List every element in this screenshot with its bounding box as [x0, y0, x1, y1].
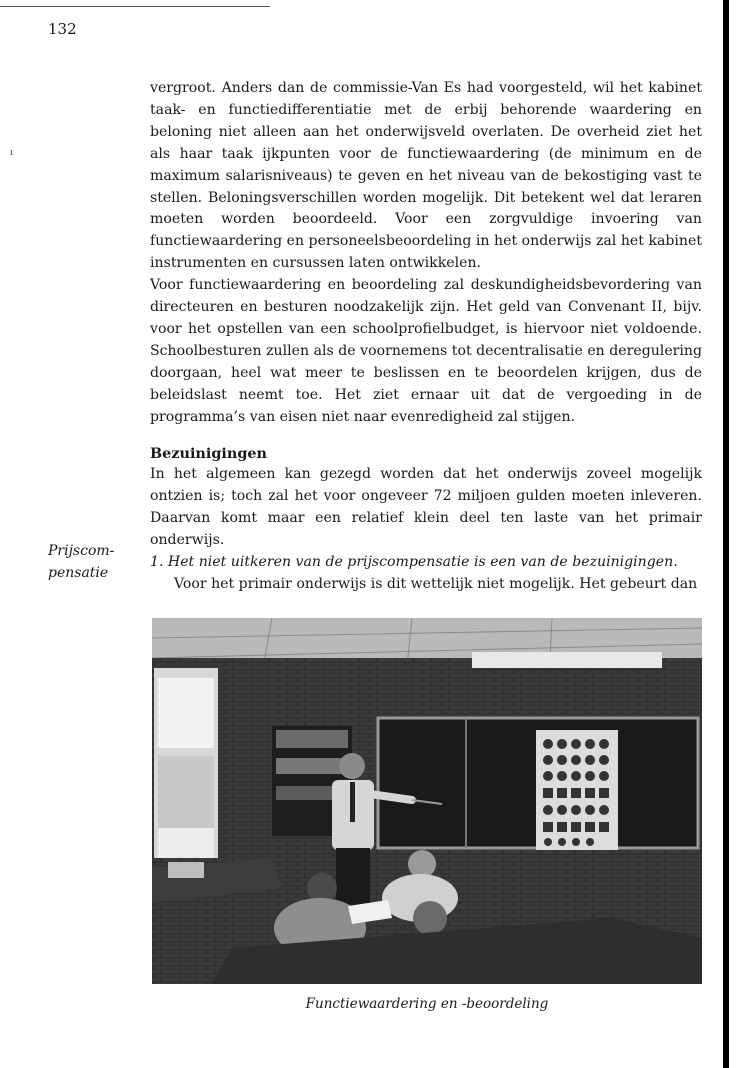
margin-note — [48, 540, 114, 584]
body-text — [150, 78, 702, 596]
page-edge-bar — [723, 0, 729, 1068]
paragraph-2: Voor functiewaardering en beoordeling zal deskundigheidsbevordering van directeuren en besturen noodzakelijk zijn. Het geld van Convenant II, bijv. voor het opstellen van een schoolprofielbudget, is hiervoor niet voldoende. Schoolbesturen zullen als de voornemens tot decentralisatie en deregulering doorgaan, heel wat meer te beslissen en te beoordelen krijgen, dus de beleidslast neemt toe. Het ziet ernaar uit dat de vergoeding in de programma’s van eisen niet naar evenredigheid zal stijgen. — [150, 277, 702, 425]
top-rule — [0, 6, 270, 7]
margin-note-line-2: pensatie — [48, 565, 109, 581]
classroom-photo-illustration — [152, 618, 702, 984]
paragraph-4: Voor het primair onderwijs is dit wettelijk niet mogelijk. Het gebeurt dan — [174, 575, 698, 592]
stray-mark: ı — [10, 148, 13, 158]
photo-caption: Functiewaardering en -beoordeling — [305, 996, 549, 1012]
list-item-1: 1. Het niet uitkeren van de prijscompensatie is een van de bezuinigingen. — [150, 554, 678, 571]
page-number: 132 — [48, 20, 77, 38]
paragraph-1: vergroot. Anders dan de commissie-Van Es had voorgesteld, wil het kabinet taak- en functiedifferentiatie met de erbij behorende waardering en beloning niet alleen aan het onderwijsveld overlaten. De overheid ziet het als haar taak ijkpunten voor de functiewaardering (de minimum en de maximum salarisniveaus) te geven en het niveau van de bekostiging vast te stellen. Beloningsverschillen worden mogelijk. Dit betekent wel dat leraren moeten worden beoordeeld. Voor een zorgvuldige invoering van functiewaardering en personeelsbeoordeling in het onderwijs zal het kabinet instrumenten en cursussen laten ontwikkelen. — [150, 80, 702, 272]
margin-note-line-1: Prijscom- — [48, 543, 115, 559]
section-heading: Bezuinigingen — [150, 444, 268, 462]
classroom-photo — [152, 618, 702, 984]
paragraph-3: In het algemeen kan gezegd worden dat het onderwijs zoveel mogelijk ontzien is; toch zal het voor ongeveer 72 miljoen gulden moeten inleveren. Daarvan komt maar een relatief klein deel ten laste van het primair onderwijs. — [150, 466, 702, 549]
